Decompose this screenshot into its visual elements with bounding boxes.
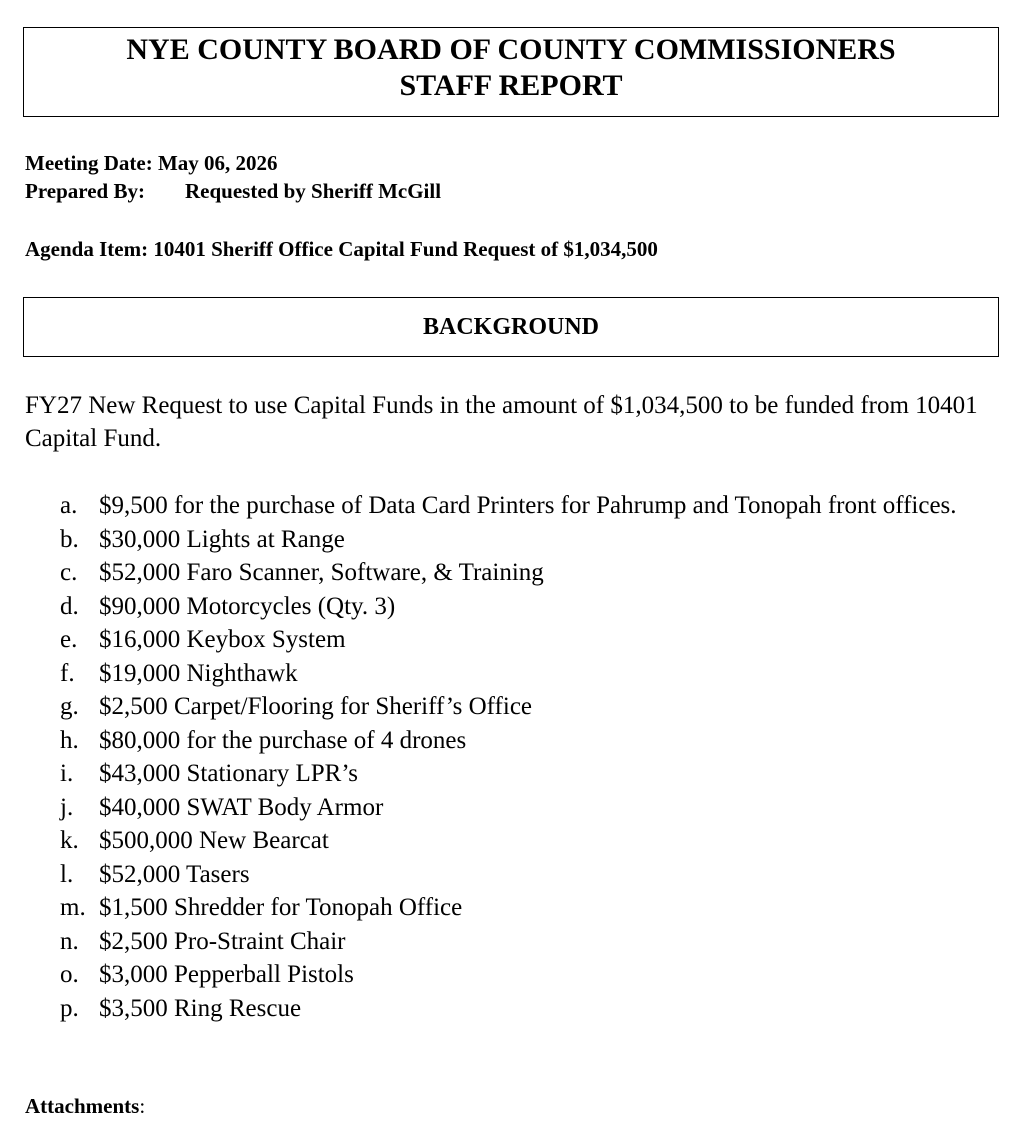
list-item-marker: k. [60,827,79,854]
attachments-row [25,1093,145,1120]
list-item-text: $90,000 Motorcycles (Qty. 3) [99,592,396,620]
list-item [60,891,980,925]
list-item [60,523,980,557]
list-item-text: $9,500 for the purchase of Data Card Printers for Pahrump and Tonopah front offices. [99,492,957,519]
prepared-by-label: Prepared By: [25,179,145,203]
list-item-marker: f. [60,659,75,687]
list-item-marker: j. [60,793,74,821]
agenda-item-row [25,236,658,263]
list-item-text: $1,500 Shredder for Tonopah Office [99,894,463,921]
list-item [60,690,980,724]
list-item-text: $500,000 New Bearcat [99,827,329,854]
list-item-marker: a. [60,492,78,519]
list-item-text: $43,000 Stationary LPR’s [99,760,359,787]
list-item-marker: h. [60,726,79,754]
list-item-text: $30,000 Lights at Range [99,525,345,553]
list-item-marker: d. [60,592,79,620]
list-item-marker: o. [60,961,79,988]
list-item-text: $19,000 Nighthawk [99,659,298,687]
list-item-text: $52,000 Tasers [99,860,250,888]
list-item [60,657,980,691]
list-item [60,992,980,1026]
meeting-date-row [25,150,278,177]
list-item-text: $16,000 Keybox System [99,626,346,653]
attachments-colon: : [139,1094,146,1118]
list-item [60,925,980,959]
list-item [60,489,980,523]
report-title-box [23,27,999,117]
list-item-text: $80,000 for the purchase of 4 drones [99,726,467,754]
prepared-by-row [25,178,441,205]
list-item [60,791,980,825]
list-item-text: $40,000 SWAT Body Armor [99,793,384,821]
list-item-marker: m. [60,894,86,921]
list-item-text: $2,500 Pro-Straint Chair [99,927,346,955]
list-item [60,757,980,791]
background-intro: FY27 New Request to use Capital Funds in the amount of $1,034,500 to be funded from 10401 Capital Fund. [25,392,978,452]
agenda-item-label: Agenda Item: [25,237,149,261]
list-item [60,958,980,992]
agenda-item-value: 10401 Sheriff Office Capital Fund Request of $1,034,500 [153,237,658,261]
list-item-marker: e. [60,626,78,653]
meeting-date-label: Meeting Date: [25,151,153,175]
list-item-text: $3,500 Ring Rescue [99,994,302,1022]
list-item-text: $3,000 Pepperball Pistols [99,961,354,988]
capital-request-list [60,489,980,1025]
list-item [60,623,980,657]
list-item [60,724,980,758]
list-item [60,858,980,892]
attachments-label: Attachments [25,1094,140,1118]
background-heading: BACKGROUND [23,297,999,357]
prepared-by-value: Requested by Sheriff McGill [185,179,442,203]
report-title: NYE COUNTY BOARD OF COUNTY COMMISSIONERS [126,33,896,66]
meeting-date-value: May 06, 2026 [157,151,278,175]
list-item-marker: l. [60,860,74,888]
list-item-marker: p. [60,994,79,1022]
list-item [60,590,980,624]
report-subtitle: STAFF REPORT [399,69,623,102]
list-item-marker: c. [60,559,78,586]
list-item-text: $2,500 Carpet/Flooring for Sheriff’s Office [99,693,533,720]
list-item-marker: g. [60,693,79,720]
list-item-marker: n. [60,927,79,955]
list-item [60,824,980,858]
list-item-marker: b. [60,525,79,553]
list-item-text: $52,000 Faro Scanner, Software, & Training [99,559,544,586]
list-item-marker: i. [60,760,74,787]
list-item [60,556,980,590]
